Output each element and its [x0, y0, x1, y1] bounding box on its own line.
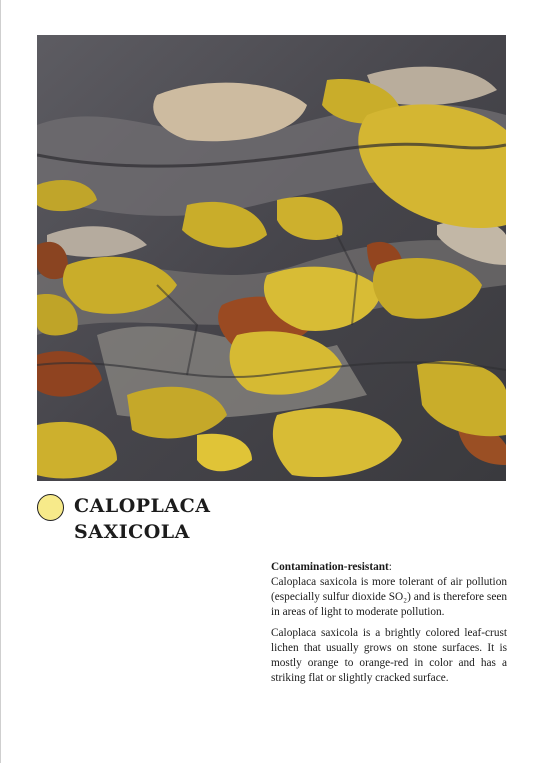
- section-heading-colon: :: [388, 561, 392, 573]
- section-heading: Contamination-resistant: [271, 561, 389, 573]
- page-edge-rule: [0, 0, 1, 763]
- description-text: [271, 560, 507, 692]
- paragraph-pollution: Caloplaca saxicola is more tolerant of air pollution (especially sulfur dioxide SO₂) and is therefore seen in areas of light to moderate pollution.: [271, 576, 507, 618]
- species-title-line1: CALOPLACA: [74, 495, 211, 517]
- species-title-line2: SAXICOLA: [74, 521, 190, 543]
- section-heading-line: [271, 560, 507, 575]
- species-title: [74, 493, 211, 545]
- paragraph-description: Caloplaca saxicola is a brightly colored leaf-crust lichen that usually grows on stone surfaces. It is mostly orange to orange-red in color and has a striking flat or slightly cracked surface.: [271, 627, 507, 684]
- lichen-photo: [37, 35, 506, 481]
- yellow-marker-icon: [37, 494, 64, 521]
- lichen-photo-image: [37, 35, 506, 481]
